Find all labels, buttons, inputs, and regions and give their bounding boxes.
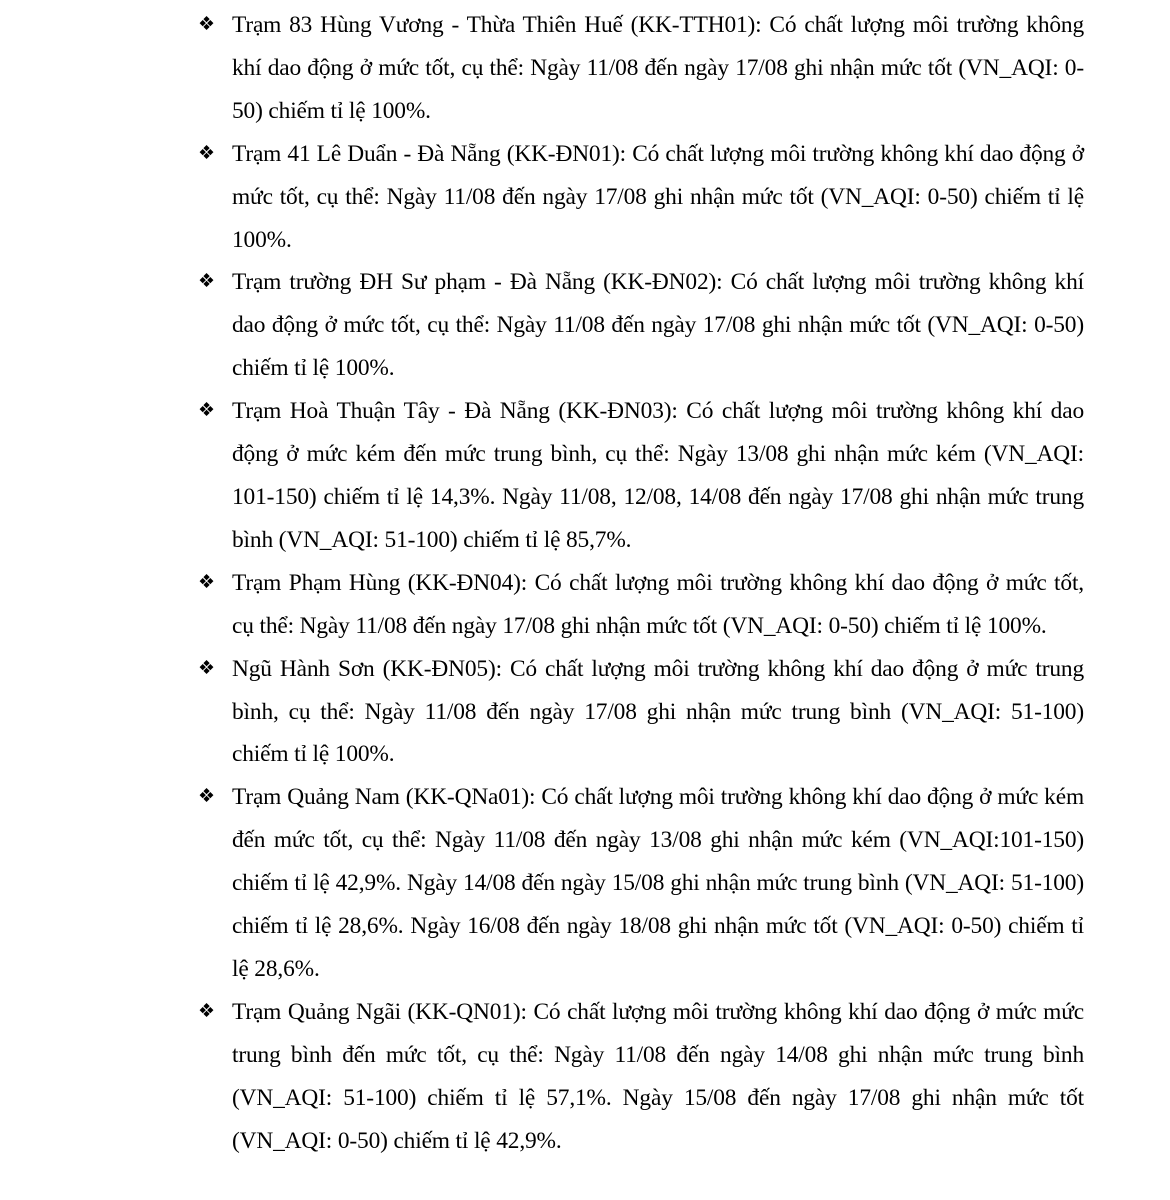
station-text: Trạm 41 Lê Duẩn - Đà Nẵng (KK-ĐN01): Có chất lượng môi trường không khí dao động ở mức tốt, cụ thể: Ngày 11/08 đến ngày 17/08 ghi nhận mức tốt (VN_AQI: 0-50) chiếm tỉ lệ 100%. xyxy=(232,140,1084,253)
station-text: Trạm Phạm Hùng (KK-ĐN04): Có chất lượng môi trường không khí dao động ở mức tốt, cụ thể: Ngày 11/08 đến ngày 17/08 ghi nhận mức tốt (VN_AQI: 0-50) chiếm tỉ lệ 100%. xyxy=(232,569,1084,639)
station-list-item xyxy=(198,991,1084,1163)
station-text: Ngũ Hành Sơn (KK-ĐN05): Có chất lượng môi trường không khí dao động ở mức trung bình, cụ thể: Ngày 11/08 đến ngày 17/08 ghi nhận mức trung bình (VN_AQI: 51-100) chiếm tỉ lệ 100%. xyxy=(232,655,1084,768)
station-list-item xyxy=(198,648,1084,777)
station-list-item xyxy=(198,390,1084,562)
station-text: Trạm Quảng Nam (KK-QNa01): Có chất lượng môi trường không khí dao động ở mức kém đến mức tốt, cụ thể: Ngày 11/08 đến ngày 13/08 ghi nhận mức kém (VN_AQI:101-150) chiếm tỉ lệ 42,9%. Ngày 14/08 đến ngày 15/08 ghi nhận mức trung bình (VN_AQI: 51-100) chiếm tỉ lệ 28,6%. Ngày 16/08 đến ngày 18/08 ghi nhận mức tốt (VN_AQI: 0-50) chiếm tỉ lệ 28,6%. xyxy=(232,784,1084,982)
station-list-item xyxy=(198,776,1084,991)
station-text: Trạm Quảng Ngãi (KK-QN01): Có chất lượng môi trường không khí dao động ở mức mức trung bình đến mức tốt, cụ thể: Ngày 11/08 đến ngày 14/08 ghi nhận mức trung bình (VN_AQI: 51-100) chiếm tỉ lệ 57,1%. Ngày 15/08 đến ngày 17/08 ghi nhận mức tốt (VN_AQI: 0-50) chiếm tỉ lệ 42,9%. xyxy=(232,998,1084,1154)
station-list-item xyxy=(198,562,1084,648)
four-diamond-bullet-icon: ❖ xyxy=(198,657,215,679)
four-diamond-bullet-icon: ❖ xyxy=(198,400,215,422)
four-diamond-bullet-icon: ❖ xyxy=(198,14,215,35)
station-list-item xyxy=(198,261,1084,390)
station-text: Trạm Hoà Thuận Tây - Đà Nẵng (KK-ĐN03): Có chất lượng môi trường không khí dao động ở mức kém đến mức trung bình, cụ thể: Ngày 13/08 ghi nhận mức kém (VN_AQI: 101-150) chiếm tỉ lệ 14,3%. Ngày 11/08, 12/08, 14/08 đến ngày 17/08 ghi nhận mức trung bình (VN_AQI: 51-100) chiếm tỉ lệ 85,7%. xyxy=(232,398,1084,553)
four-diamond-bullet-icon: ❖ xyxy=(198,786,215,808)
station-text: Trạm trường ĐH Sư phạm - Đà Nẵng (KK-ĐN02): Có chất lượng môi trường không khí dao động ở mức tốt, cụ thể: Ngày 11/08 đến ngày 17/08 ghi nhận mức tốt (VN_AQI: 0-50) chiếm tỉ lệ 100%. xyxy=(232,269,1084,382)
four-diamond-bullet-icon: ❖ xyxy=(198,142,215,164)
station-list-item xyxy=(198,4,1084,133)
document-page xyxy=(0,4,1170,1162)
four-diamond-bullet-icon: ❖ xyxy=(198,271,215,293)
four-diamond-bullet-icon: ❖ xyxy=(198,1000,215,1022)
station-list-item xyxy=(198,133,1084,262)
station-text: Trạm 83 Hùng Vương - Thừa Thiên Huế (KK-TTH01): Có chất lượng môi trường không khí dao động ở mức tốt, cụ thể: Ngày 11/08 đến ngày 17/08 ghi nhận mức tốt (VN_AQI: 0-50) chiếm tỉ lệ 100%. xyxy=(232,12,1084,124)
four-diamond-bullet-icon: ❖ xyxy=(198,571,215,593)
